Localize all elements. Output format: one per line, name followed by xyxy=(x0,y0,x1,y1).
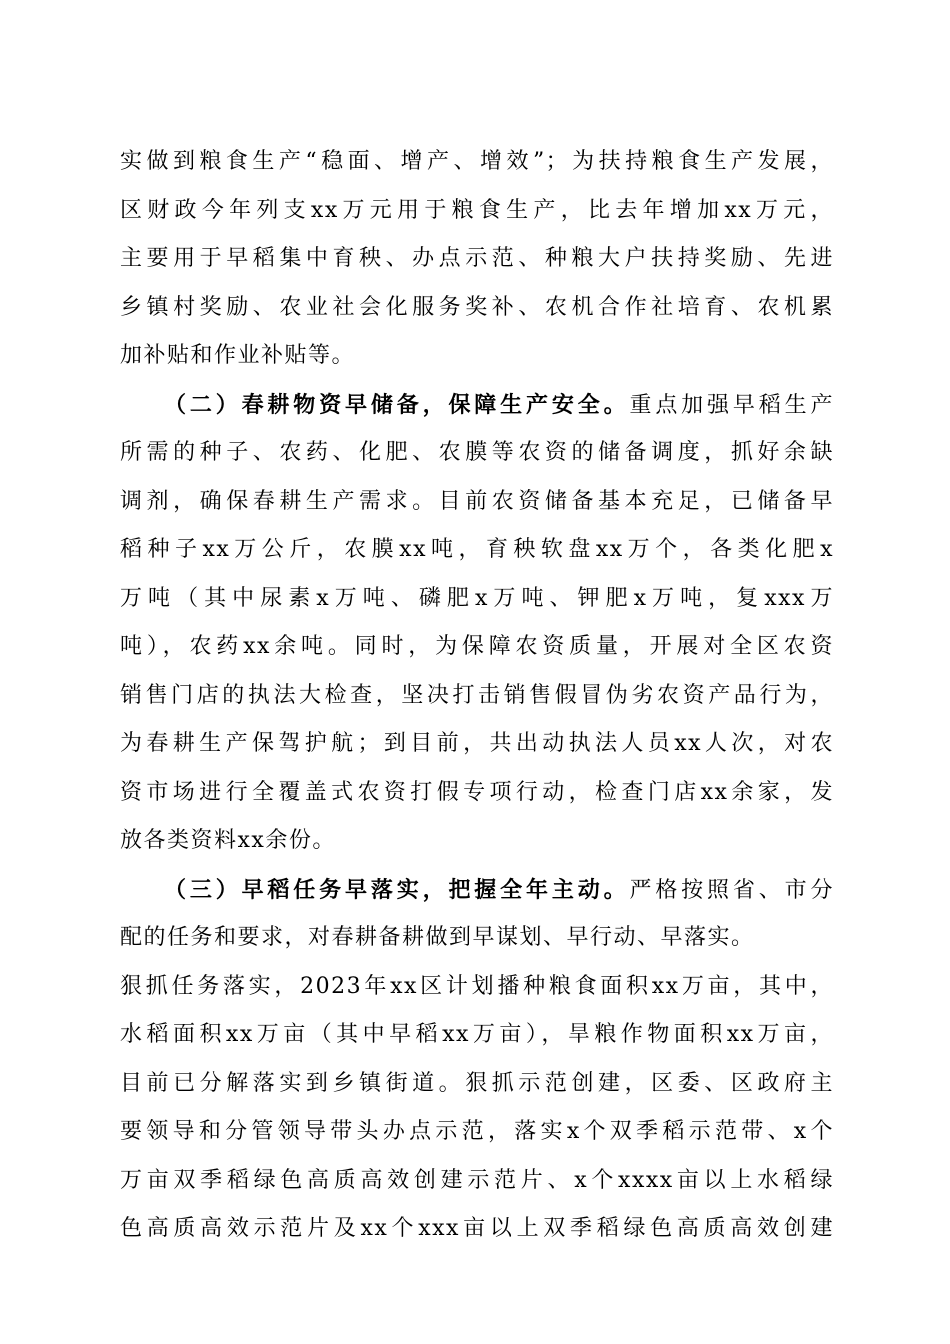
text-line: 加补贴和作业补贴等。 xyxy=(120,343,356,368)
text-line: 资市场进行全覆盖式农资打假专项行动，检查门店xx余家，发 xyxy=(120,779,834,805)
text-line: 配的任务和要求，对春耕备耕做到早谋划、早行动、早落实。 xyxy=(120,925,755,950)
text-line: 吨），农药xx余吨。同时，为保障农资质量，开展对全区农资 xyxy=(120,634,834,659)
paragraph-first-line xyxy=(120,381,834,430)
text-line: 放各类资料xx余份。 xyxy=(120,828,336,853)
text-line: 主要用于早稻集中育秧、办点示范、种粮大户扶持奖励、先进 xyxy=(120,246,834,271)
document-page xyxy=(120,138,834,1254)
text-line: 乡镇村奖励、农业社会化服务奖补、农机合作社培育、农机累 xyxy=(120,294,834,320)
text-line: 调剂，确保春耕生产需求。目前农资储备基本充足，已储备早 xyxy=(120,488,834,514)
text-line: 实做到粮食生产“稳面、增产、增效”；为扶持粮食生产发展， xyxy=(120,149,834,174)
text-line: 为春耕生产保驾护航；到目前，共出动执法人员xx人次，对农 xyxy=(120,731,834,756)
paragraph-first-line xyxy=(120,866,834,915)
text-line: 狠抓任务落实，2023年xx区计划播种粮食面积xx万亩，其中， xyxy=(120,973,834,999)
text-line: 要领导和分管领导带头办点示范，落实x个双季稻示范带、x个 xyxy=(120,1119,834,1144)
section-heading: （三）早稻任务早落实，把握全年主动。 xyxy=(164,876,630,903)
text-line: 万吨（其中尿素x万吨、磷肥x万吨、钾肥x万吨，复xxx万 xyxy=(120,585,834,611)
text-span: 重点加强早稻生产 xyxy=(629,392,834,418)
text-line: 目前已分解落实到乡镇街道。狠抓示范创建，区委、区政府主 xyxy=(120,1070,834,1096)
section-heading: （二）春耕物资早储备，保障生产安全。 xyxy=(164,391,630,418)
text-line: 色高质高效示范片及xx个xxx亩以上双季稻绿色高质高效创建 xyxy=(120,1216,834,1241)
text-line: 稻种子xx万公斤，农膜xx吨，育秧软盘xx万个，各类化肥x xyxy=(120,537,834,562)
text-line: 区财政今年列支xx万元用于粮食生产，比去年增加xx万元， xyxy=(120,197,834,223)
text-line: 万亩双季稻绿色高质高效创建示范片、x个xxxx亩以上水稻绿 xyxy=(120,1167,834,1193)
text-span: 严格按照省、市分 xyxy=(629,877,834,903)
text-line: 水稻面积xx万亩（其中早稻xx万亩），旱粮作物面积xx万亩， xyxy=(120,1022,834,1047)
text-line: 销售门店的执法大检查，坚决打击销售假冒伪劣农资产品行为， xyxy=(120,682,834,708)
text-line: 所需的种子、农药、化肥、农膜等农资的储备调度，抓好余缺 xyxy=(120,440,834,465)
